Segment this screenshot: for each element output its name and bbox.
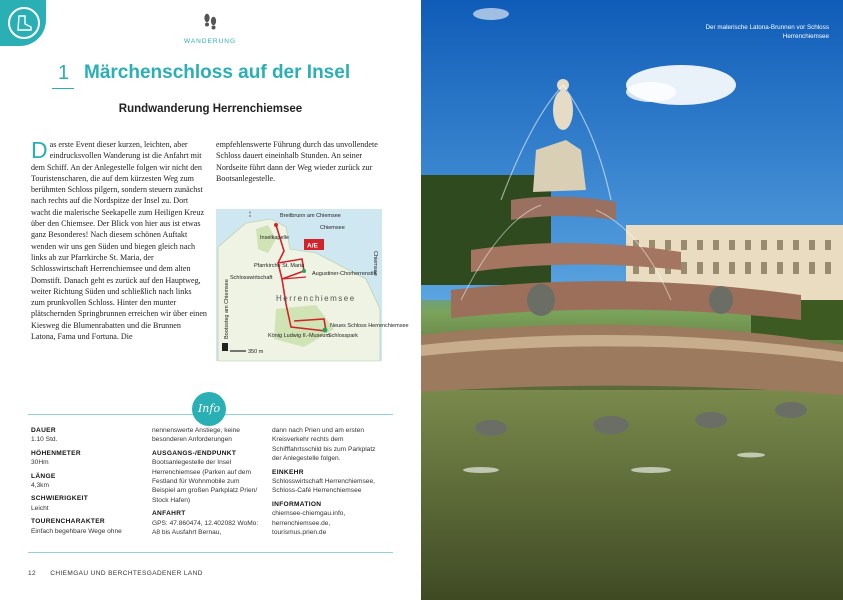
- map-label-lake: Chiemsee: [320, 225, 345, 231]
- body-text-1: as erste Event dieser kurzen, leichten, aber eindrucksvollen Wanderung ist die Anfahrt mit dem Schiff. An der Anlegestelle folgen wir nicht den Touristenscharen, die auf dem kürzesten Weg zum berühmten Schloss pilgern, sondern steuern zunächst nach rechts auf die Nordspitze der Insel zu. Dort wacht die malerische Seekapelle zum Heiligen Kreuz über den Chiemsee. Der Blick von hier aus ist etwas ganz Besonderes! Nach diesem schönen Auftakt wenden wir uns gen Süden und biegen gleich nach links ab zur Pfarrkirche St. Maria, der Schlosswirtschaft Herrenchiemsee und dem alten Domstift. Danach geht es zurück auf den Hauptweg, weiter Richtung Süden und schließlich nach links zum prunkvollen Schloss. Hinter den munter plätschernden Springbrunnen erreichen wir über einen Kiesweg die Blumenrabatten und die Brunnen Latona, Fama und Fortuna. Die: [31, 140, 207, 342]
- map-label-right: Chiemsee: [372, 251, 378, 276]
- left-page: [0, 0, 421, 600]
- footprints-icon: [200, 12, 220, 34]
- info-value: nennenswerte Anstiege, keine besonderen Anforderungen: [152, 427, 240, 444]
- info-column-2: [152, 426, 260, 537]
- category-badge: [0, 0, 46, 46]
- drop-cap: D: [31, 137, 48, 163]
- info-value: Einfach begehbare Wege ohne: [31, 527, 122, 535]
- map-label-inn: Schlosswirtschaft: [230, 275, 273, 281]
- info-value: GPS: 47.860474, 12.402082 WoMo: A8 bis Ausfahrt Bernau,: [152, 519, 259, 537]
- info-divider-bottom: [28, 552, 393, 553]
- category-label: WANDERUNG: [183, 38, 237, 45]
- info-value: Bootsanlegestelle der Insel Herrenchiemsee (Parken auf dem Festland für Wohnmobile zum Beispiel am großen Parkplatz Prien/ Stock Hafen): [152, 459, 258, 504]
- map-label-left: Bootssteg am Chiemsee: [224, 279, 230, 339]
- text-column-1: [31, 139, 207, 342]
- tour-number: 1: [58, 62, 70, 84]
- page-subtitle: Rundwanderung Herrenchiemsee: [118, 103, 303, 115]
- fountain-photo: [421, 0, 843, 600]
- info-column-3: [272, 426, 384, 537]
- info-value: dann nach Prien und am ersten Kreisverkehr rechts dem Schifffahrtsschild bis zum Parkplatz der Anlegestelle folgen.: [272, 427, 376, 463]
- info-value: 4,3km: [31, 482, 49, 490]
- number-underline: [52, 88, 74, 89]
- info-value: Schlosswirtschaft Herrenchiemsee, Schloss-Café Herrenchiemsee: [272, 478, 375, 495]
- info-key: INFORMATION: [272, 500, 322, 508]
- info-badge: Info: [192, 392, 226, 426]
- photo-caption: Der malerische Latona-Brunnen vor Schloss Herrenchiemsee: [705, 24, 829, 40]
- page-footer: [28, 570, 203, 577]
- info-key: DAUER: [31, 427, 56, 434]
- boot-icon: [8, 7, 40, 39]
- info-key: LÄNGE: [31, 472, 56, 480]
- map-label-ae: A/E: [307, 242, 318, 250]
- info-key: SCHWIERIGKEIT: [31, 495, 89, 503]
- map-label-stift: Augustiner-Chorherrenstift: [312, 271, 377, 277]
- map-scale: 350 m: [248, 349, 264, 355]
- north-arrow-icon: [222, 343, 228, 351]
- map-label-top: Breitbrunn am Chiemsee: [280, 213, 341, 219]
- map-label-church: Pfarrkirche St. Maria: [254, 263, 305, 269]
- info-value: chiemsee-chiemgau.info, herrenchiemsee.de, tourismus.prien.de: [272, 510, 346, 537]
- info-value: 1.10 Std.: [31, 436, 58, 444]
- info-column-1: [31, 426, 141, 536]
- page-number: 12: [28, 570, 37, 577]
- info-value: Leicht: [31, 504, 49, 512]
- info-value: 30Hm: [31, 459, 49, 467]
- info-key: HÖHENMETER: [31, 449, 81, 457]
- info-key: EINKEHR: [272, 468, 304, 476]
- text-column-2: empfehlenswerte Führung durch das unvollendete Schloss dauert eineinhalb Stunden. An seiner Nordseite führt dann der Weg wieder zurück zur Bootsanlegestelle.: [216, 140, 378, 183]
- map-label-castle: Neues Schloss Herrenchiemsee: [330, 323, 409, 329]
- info-key: ANFAHRT: [152, 510, 186, 518]
- map-label-park: Schlosspark: [328, 333, 358, 339]
- map-label-island: Herrenchiemsee: [276, 294, 356, 303]
- page-title: Märchenschloss auf der Insel: [84, 62, 351, 83]
- info-key: AUSGANGS-/ENDPUNKT: [152, 449, 237, 457]
- section-title: CHIEMGAU UND BERCHTESGADENER LAND: [50, 570, 203, 577]
- info-key: TOURENCHARAKTER: [31, 518, 105, 526]
- route-map: [216, 209, 409, 361]
- map-label-dock: Inselkapelle: [260, 235, 290, 241]
- map-label-king: König Ludwig II.-Museum: [268, 333, 331, 339]
